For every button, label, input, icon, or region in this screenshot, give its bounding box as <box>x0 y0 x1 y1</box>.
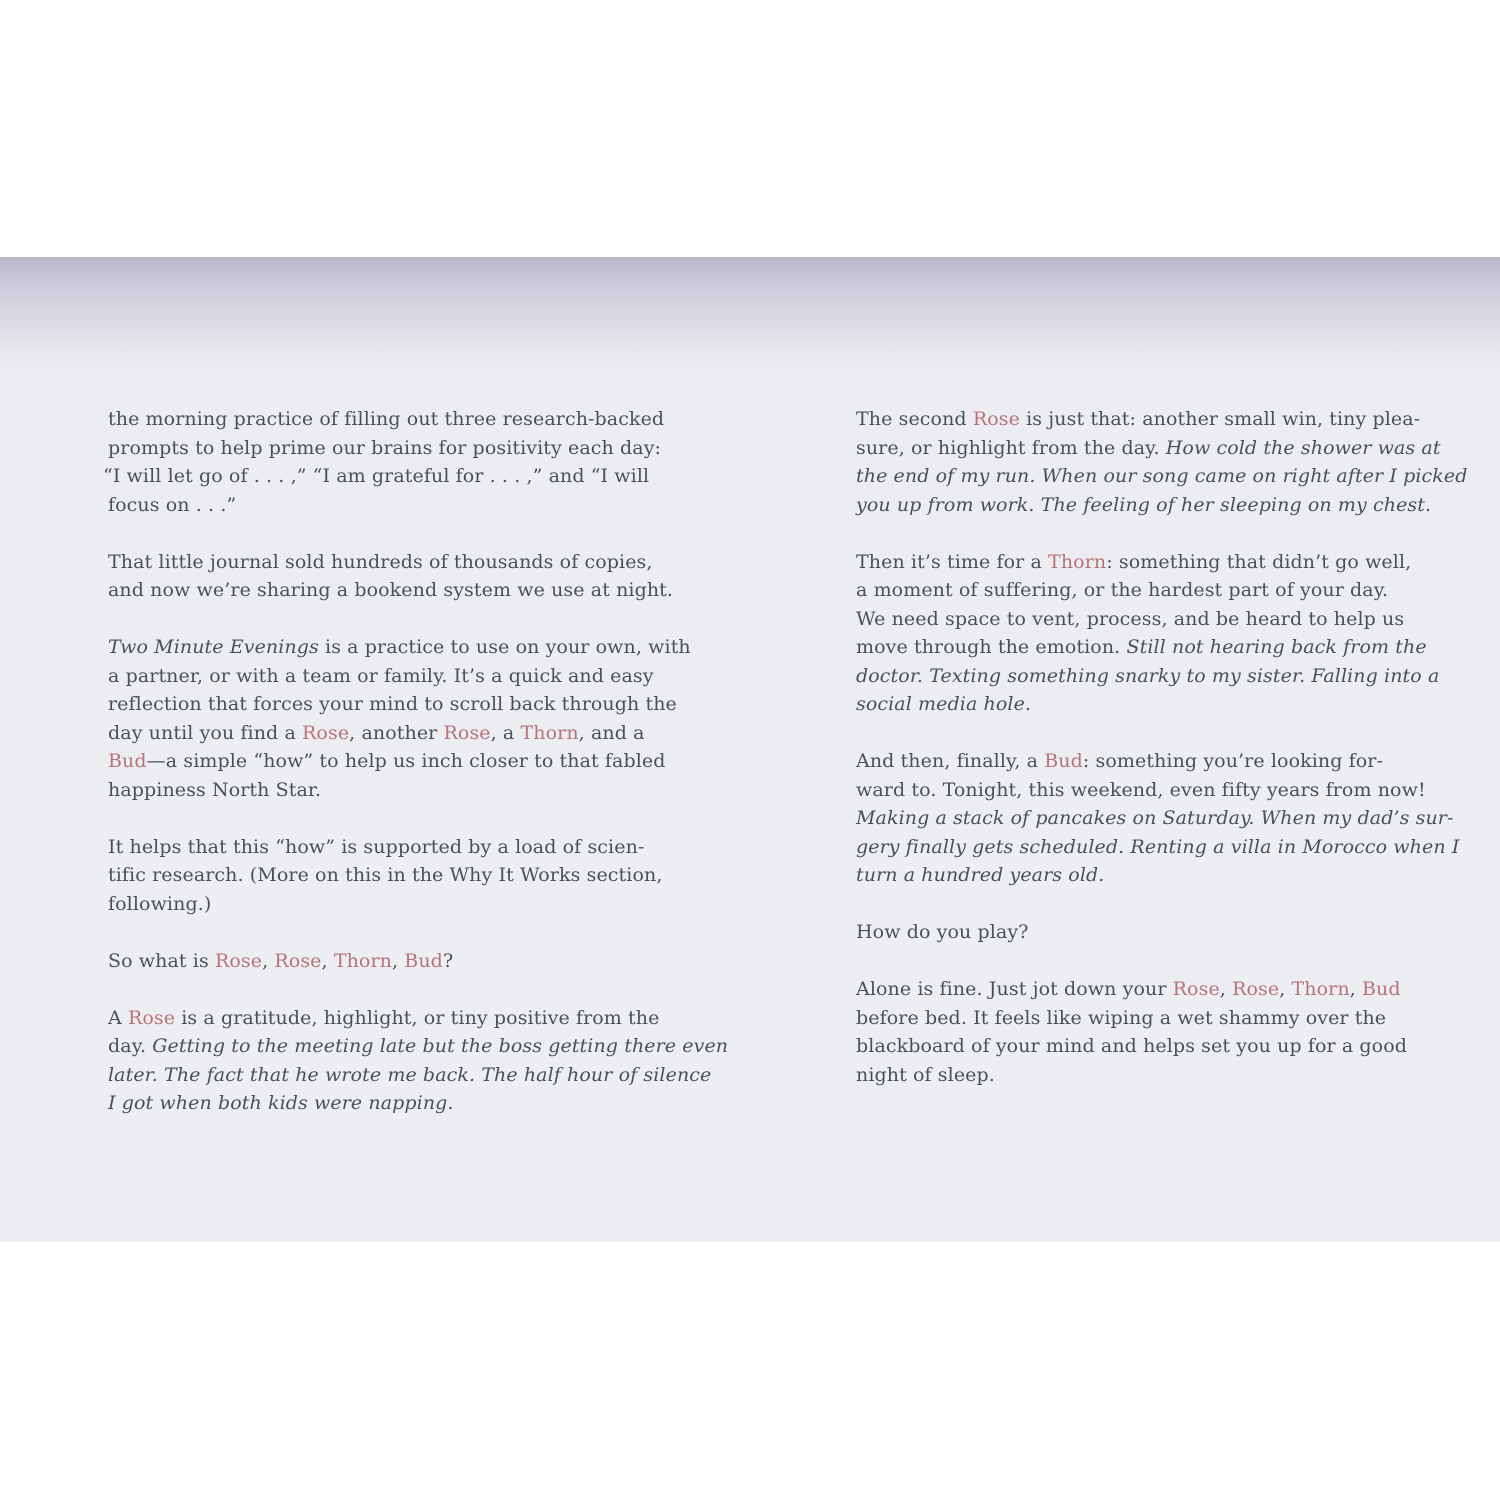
highlight-rose: Rose <box>274 949 322 972</box>
text-line: a moment of suffering, or the hardest part of your day. <box>856 579 1389 601</box>
text-line <box>108 747 666 776</box>
example-text: doctor. Texting something snarky to my sister. Falling into a <box>856 664 1440 687</box>
highlight-bud: Bud <box>1361 978 1401 1000</box>
text-line <box>108 947 658 976</box>
highlight-bud: Bud <box>1044 750 1083 772</box>
example-text: turn a hundred years old. <box>856 864 1105 886</box>
example-text: gery finally gets scheduled. Renting a villa in Morocco when I <box>856 835 1460 858</box>
left-page-column <box>103 405 729 1146</box>
right-page-column <box>856 405 1468 1118</box>
example-text: Making a stack of pancakes on Saturday. When my dad’s sur- <box>856 807 1454 829</box>
highlight-thorn: Thorn <box>1048 550 1107 573</box>
text-line: That little journal sold hundreds of thousands of copies, <box>108 550 653 573</box>
example-text: Getting to the meeting late but the boss getting there even <box>152 1035 729 1057</box>
book-page-spread <box>0 257 1500 1242</box>
text-run: Then it’s time for a <box>856 550 1049 573</box>
text-line <box>108 1004 658 1033</box>
text-line: night of sleep. <box>856 1063 995 1086</box>
text-line: blackboard of your mind and helps set you up for a good <box>856 1035 1408 1057</box>
text-line: It helps that this “how” is supported by a load of scien- <box>108 835 645 858</box>
text-line <box>856 747 1404 776</box>
text-run: , <box>391 949 405 972</box>
highlight-rose: Rose <box>1232 978 1280 1000</box>
example-text: social media hole. <box>856 693 1032 715</box>
text-run: sure, or highlight from the day. <box>856 436 1166 459</box>
text-line: and now we’re sharing a bookend system we use at night. <box>108 579 674 601</box>
text-run: , <box>1219 978 1233 1000</box>
highlight-thorn: Thorn <box>520 721 579 744</box>
text-run: The second <box>856 408 973 430</box>
text-run: is a gratitude, highlight, or tiny positive from the <box>175 1006 660 1029</box>
highlight-rose: Rose <box>972 408 1020 430</box>
highlight-rose: Rose <box>443 721 491 744</box>
text-line: reflection that forces your mind to scroll back through the <box>108 693 677 715</box>
text-line <box>856 434 1441 463</box>
text-run: —a simple “how” to help us inch closer to that fabled <box>146 750 666 772</box>
book-title: Two Minute Evenings <box>108 636 319 658</box>
text-run: , another <box>349 721 444 744</box>
text-run: , <box>1349 978 1362 1000</box>
text-line: “I will let go of . . . ,” “I am grateful for . . . ,” and “I will <box>103 465 650 487</box>
text-run: Alone is fine. Just jot down your <box>856 978 1173 1000</box>
example-text: I got when both kids were napping. <box>108 1092 454 1114</box>
paragraph-journal-sold <box>108 548 674 605</box>
text-run: So what is <box>108 949 215 972</box>
text-line: following.) <box>108 892 212 915</box>
text-run: And then, finally, a <box>856 750 1045 772</box>
text-line <box>856 405 1421 434</box>
text-run: is a practice to use on your own, with <box>318 636 691 658</box>
paragraph-second-rose <box>856 405 1468 519</box>
paragraph-a-rose <box>108 1004 729 1118</box>
text-run: day. <box>108 1035 153 1057</box>
highlight-thorn: Thorn <box>333 949 392 972</box>
text-line: We need space to vent, process, and be heard to help us <box>856 607 1405 630</box>
text-line: How do you play? <box>856 921 1029 943</box>
text-run: is just that: another small win, tiny plea- <box>1019 408 1421 430</box>
text-line: happiness North Star. <box>108 778 322 801</box>
text-line: prompts to help prime our brains for positivity each day: <box>108 436 662 459</box>
text-line <box>108 633 691 662</box>
text-run: ? <box>442 949 454 972</box>
text-line: before bed. It feels like wiping a wet shammy over the <box>856 1006 1387 1029</box>
highlight-thorn: Thorn <box>1291 978 1350 1000</box>
text-line <box>856 548 1412 577</box>
highlight-bud: Bud <box>404 949 443 972</box>
text-run: , <box>321 949 334 972</box>
example-text: you up from work. The feeling of her sleeping on my chest. <box>856 493 1432 516</box>
paragraph-thorn <box>856 548 1440 719</box>
text-line: the morning practice of filling out three research-backed <box>108 408 665 430</box>
highlight-bud: Bud <box>108 750 147 772</box>
text-line: ward to. Tonight, this weekend, even fifty years from now! <box>856 778 1426 801</box>
text-line <box>856 633 1427 662</box>
text-run: : something you’re looking for- <box>1082 750 1384 772</box>
example-text: the end of my run. When our song came on right after I picked <box>856 465 1468 487</box>
paragraph-what-is <box>108 947 658 976</box>
paragraph-scientific-research <box>108 833 663 919</box>
paragraph-two-minute-evenings <box>108 633 691 804</box>
text-run: A <box>108 1006 128 1029</box>
text-run: move through the emotion. <box>856 636 1127 658</box>
paragraph-bud <box>856 747 1460 890</box>
text-run: : something that didn’t go well, <box>1106 550 1412 573</box>
text-run: day until you find a <box>108 721 303 744</box>
example-text: later. The fact that he wrote me back. The half hour of silence <box>108 1063 712 1086</box>
paragraph-how-to-play <box>856 918 1404 947</box>
text-run: , a <box>490 721 521 744</box>
text-line: focus on . . .” <box>108 493 237 516</box>
text-run: , <box>1279 978 1292 1000</box>
highlight-rose: Rose <box>214 949 263 972</box>
highlight-rose: Rose <box>127 1006 176 1029</box>
text-line <box>108 1032 729 1061</box>
example-text: How cold the shower was at <box>1165 436 1441 459</box>
example-text: Still not hearing back from the <box>1126 636 1427 658</box>
text-line: tific research. (More on this in the Why It Works section, <box>108 864 663 886</box>
text-run: , <box>262 949 275 972</box>
paragraph-alone-is-fine <box>856 975 1408 1089</box>
text-line <box>856 975 1404 1004</box>
highlight-rose: Rose <box>302 721 350 744</box>
text-line <box>108 719 658 748</box>
text-line: a partner, or with a team or family. It’s a quick and easy <box>108 664 654 687</box>
paragraph-morning-practice <box>103 405 665 519</box>
highlight-rose: Rose <box>1172 978 1220 1000</box>
text-run: , and a <box>578 721 645 744</box>
